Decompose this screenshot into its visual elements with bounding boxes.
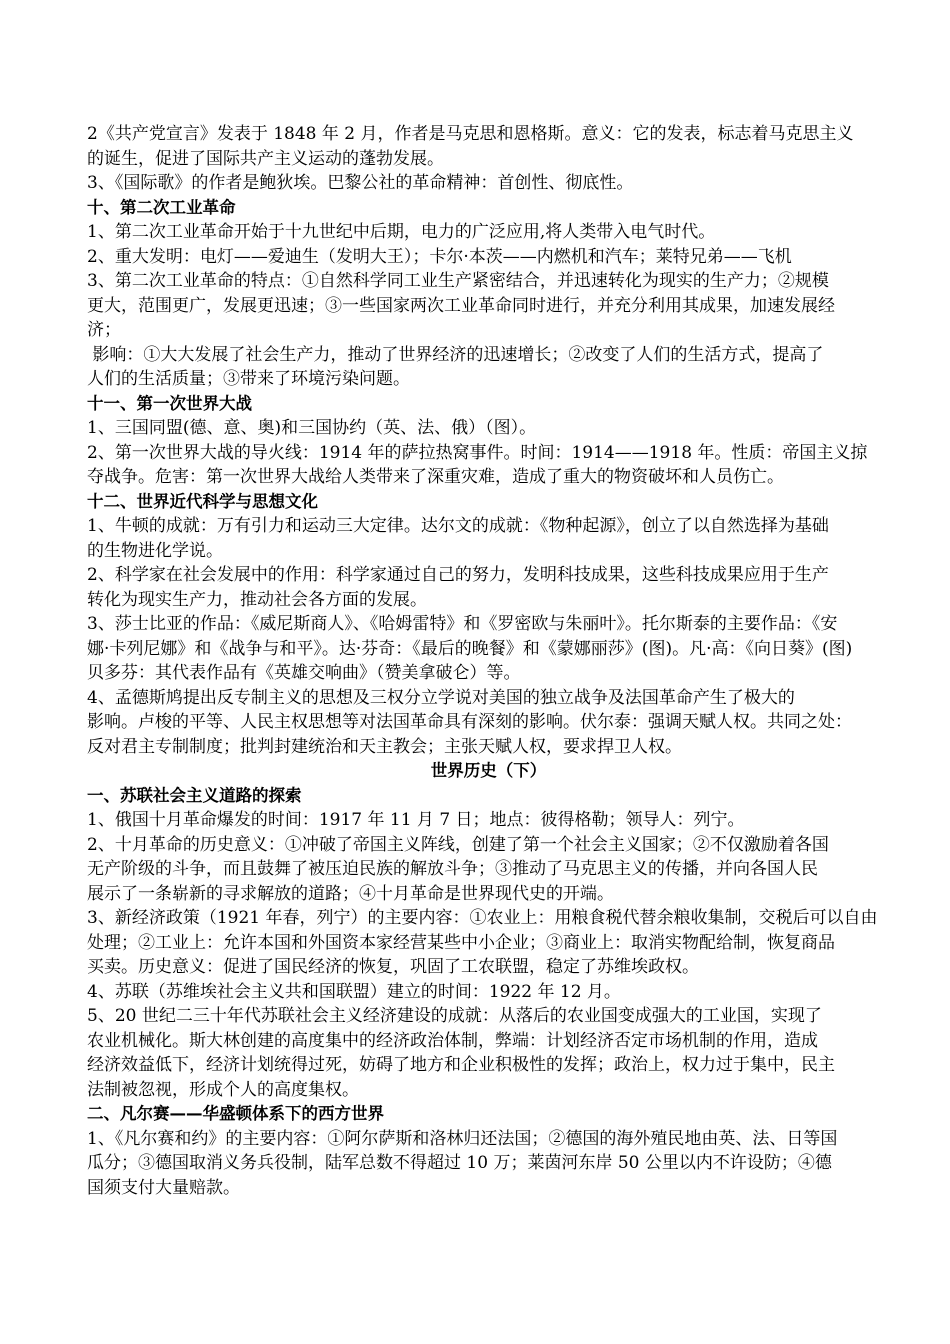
text-line: 1、三国同盟(德、意、奥)和三国协约（英、法、俄）（图）。 xyxy=(87,418,537,438)
text-line: 贝多芬：其代表作品有《英雄交响曲》（赞美拿破仑）等。 xyxy=(87,663,521,683)
text-line: 转化为现实生产力，推动社会各方面的发展。 xyxy=(87,589,427,610)
text-line: 5、20 世纪二三十年代苏联社会主义经济建设的成就：从落后的农业国变成强大的工业国，实现了 xyxy=(87,1006,822,1026)
text-line: 3、新经济政策（1921 年春，列宁）的主要内容：①农业上：用粮食税代替余粮收集制，交税后可以自由 xyxy=(87,908,878,928)
text-line: 法制被忽视，形成个人的高度集权。 xyxy=(87,1079,359,1100)
text-line: 1、第二次工业革命开始于十九世纪中后期，电力的广泛应用,将人类带入电气时代。 xyxy=(87,222,716,242)
document-body xyxy=(87,122,890,1200)
text-line: 2、重大发明：电灯——爱迪生（发明大王）；卡尔·本茨——内燃机和汽车；莱特兄弟——飞机 xyxy=(87,246,792,267)
text-line: 1、《凡尔赛和约》的主要内容：①阿尔萨斯和洛林归还法国；②德国的海外殖民地由英、法、日等国 xyxy=(87,1128,838,1149)
text-line: 2、第一次世界大战的导火线：1914 年的萨拉热窝事件。时间：1914——1918 年。性质：帝国主义掠 xyxy=(87,442,868,463)
text-line: 1、牛顿的成就：万有引力和运动三大定律。达尔文的成就：《物种起源》，创立了以自然选择为基础 xyxy=(87,516,829,536)
text-line: 3、莎士比亚的作品：《威尼斯商人》、《哈姆雷特》和《罗密欧与朱丽叶》。托尔斯泰的主要作品：《安 xyxy=(87,614,838,634)
text-line: 2《共产党宣言》发表于 1848 年 2 月，作者是马克思和恩格斯。意义：它的发表，标志着马克思主义 xyxy=(87,124,854,144)
text-line: 4、孟德斯鸠提出反专制主义的思想及三权分立学说对美国的独立战争及法国革命产生了极大的 xyxy=(87,687,795,708)
part-title: 世界历史（下） xyxy=(430,761,547,780)
section-heading: 十二、世界近代科学与思想文化 xyxy=(87,491,318,511)
text-line: 的生物进化学说。 xyxy=(87,540,223,561)
text-line: 反对君主专制制度；批判封建统治和天主教会；主张天赋人权，要求捍卫人权。 xyxy=(87,736,682,757)
text-line: 影响。卢梭的平等、人民主权思想等对法国革命具有深刻的影响。伏尔泰：强调天赋人权。共同之处： xyxy=(87,712,852,732)
text-line: 人们的生活质量；③带来了环境污染问题。 xyxy=(87,369,410,389)
text-line: 买卖。历史意义：促进了国民经济的恢复，巩固了工农联盟，稳定了苏维埃政权。 xyxy=(87,957,699,977)
text-line: 济； xyxy=(87,320,121,340)
text-line: 夺战争。危害：第一次世界大战给人类带来了深重灾难，造成了重大的物资破坏和人员伤亡。 xyxy=(87,467,784,487)
text-line: 经济效益低下，经济计划统得过死，妨碍了地方和企业积极性的发挥；政治上，权力过于集中，民主 xyxy=(87,1055,835,1075)
section-heading: 二、凡尔赛——华盛顿体系下的西方世界 xyxy=(87,1104,384,1123)
text-line: 影响：①大大发展了社会生产力，推动了世界经济的迅速增长；②改变了人们的生活方式，提高了 xyxy=(87,344,824,365)
text-line: 2、科学家在社会发展中的作用：科学家通过自己的努力，发明科技成果，这些科技成果应用于生产 xyxy=(87,565,829,585)
text-line: 的诞生，促进了国际共产主义运动的蓬勃发展。 xyxy=(87,148,444,169)
text-line: 农业机械化。斯大林创建的高度集中的经济政治体制，弊端：计划经济否定市场机制的作用，造成 xyxy=(87,1030,818,1051)
text-line: 1、俄国十月革命爆发的时间：1917 年 11 月 7 日；地点：彼得格勒；领导人：列宁。 xyxy=(87,810,745,830)
text-line: 3、《国际歌》的作者是鲍狄埃。巴黎公社的革命精神：首创性、彻底性。 xyxy=(87,173,634,193)
text-line: 4、苏联（苏维埃社会主义共和国联盟）建立的时间：1922 年 12 月。 xyxy=(87,981,621,1002)
text-line: 处理；②工业上：允许本国和外国资本家经营某些中小企业；③商业上：取消实物配给制，恢复商品 xyxy=(87,932,835,953)
text-line: 3、第二次工业革命的特点：①自然科学同工业生产紧密结合，并迅速转化为现实的生产力；②规模 xyxy=(87,271,829,291)
text-line: 无产阶级的斗争，而且鼓舞了被压迫民族的解放斗争；③推动了马克思主义的传播，并向各国人民 xyxy=(87,859,818,879)
text-line: 瓜分；③德国取消义务兵役制，陆军总数不得超过 10 万；莱茵河东岸 50 公里以内不许设防；④德 xyxy=(87,1153,832,1173)
text-line: 2、十月革命的历史意义：①冲破了帝国主义阵线，创建了第一个社会主义国家；②不仅激励着各国 xyxy=(87,834,829,855)
text-line: 展示了一条崭新的寻求解放的道路；④十月革命是世界现代史的开端。 xyxy=(87,883,614,904)
text-line: 国须支付大量赔款。 xyxy=(87,1177,240,1198)
section-heading: 十一、第一次世界大战 xyxy=(87,393,252,413)
section-heading: 十、第二次工业革命 xyxy=(87,197,236,217)
text-line: 娜·卡列尼娜》和《战争与和平》。达·芬奇：《最后的晚餐》和《蒙娜丽莎》(图)。凡·高：《向日葵》(图) xyxy=(87,638,853,659)
text-line: 更大，范围更广，发展更迅速；③一些国家两次工业革命同时进行，并充分利用其成果，加速发展经 xyxy=(87,295,835,316)
section-heading: 一、苏联社会主义道路的探索 xyxy=(87,785,302,805)
